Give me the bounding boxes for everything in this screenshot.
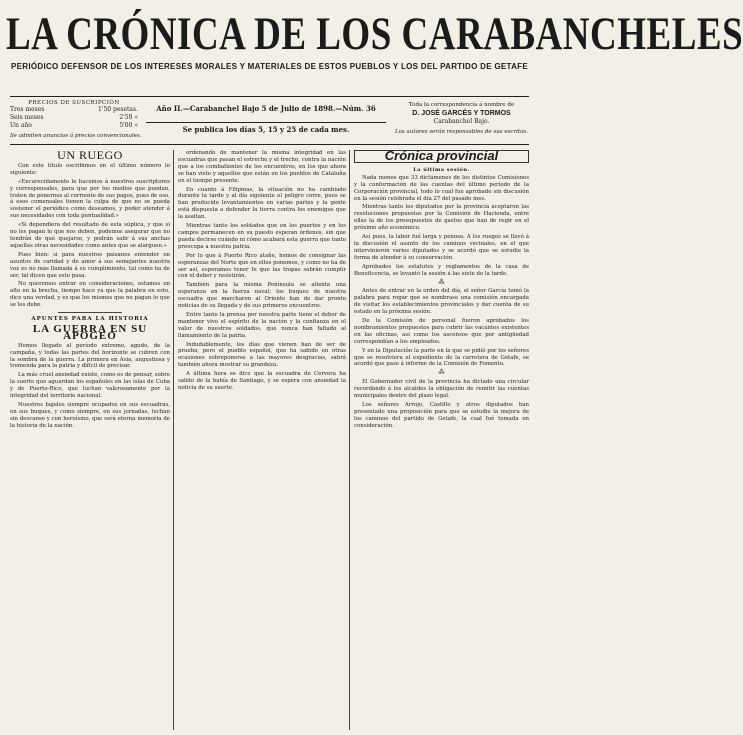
paragraph: A última hora se dice que la escuadra de Cervera ha salido de la bahía de Santiago, y se espera con ansiedad la noticia de su suerte.: [178, 371, 346, 391]
editor-place: Carabanchel Bajo.: [433, 118, 490, 125]
masthead: [6, 8, 743, 71]
paragraph: Mientras tanto los diputados por la provincia aceptaron las resoluciones propuestas por la Comisión de Hacienda, entre ellas la de los presupuestos de gastos que han de regir en el próximo año económico.: [354, 204, 529, 232]
prices-heading: PRECIOS DE SUSCRIPCIÓN: [28, 100, 120, 106]
paragraph: Los señores Arrojo, Castillo y otros diputados han presentado una proposición para que se estudie la mejora de los caminos del partido de Getafe, la cual fué tomada en consideración.: [354, 402, 529, 429]
paragraph: De la Comisión de personal fueron aprobados los nombramientos propuestos para cubrir las vacantes existentes en las oficinas, así como los ascensos que por antigüedad correspondían a los empleados.: [354, 318, 529, 345]
price-label: Seis meses: [10, 114, 44, 121]
price-row: [10, 106, 138, 114]
paragraph: Antes de entrar en la orden del día, el señor García tomó la palabra para rogar que se nombrase una comisión encargada de visitar los establecimientos provinciales y dar cuenta de su estado en la próxima sesión.: [354, 288, 529, 316]
paragraph: Pues bien: si para nuestros paisanos entender en asuntos de caridad y de amor á sus semejantes nuestra voz es no más llamada á su cumplimiento, tal como ha de ser, tal dicen que esto pasa.: [10, 251, 170, 279]
paragraph: Mientras tanto los soldados que en los puertos y en los campos permanecen en su puesto esperan órdenes, sin que pueda decirse cuándo ni cómo acabará esta guerra que tanto preocupa a nuestra patria.: [178, 223, 346, 250]
paragraph: Y en la Diputación la parte en la que se pidió por los señores que se resolviera el expediente de la carretera de Getafe, se acordó que pase á informe de la Comisión de Fomento.: [354, 347, 529, 368]
price-value: 2'50 »: [119, 114, 138, 121]
separator: ⁂: [438, 278, 445, 286]
paragraph: Nada menos que 33 dictámenes de los distintos Comisiones y la conformación de las cuentas del último período de la Corporación provincial, todo lo cual fue aprobado sin discusión en la sesión celebrada el día 27 del pasado mes.: [354, 174, 529, 202]
paragraph: Así pues, la labor fué larga y penosa. A los ruegos se llevó á la discusión el asunto de los caminos vecinales, en el que intervinieron varios diputados y se acordó que se estudie la forma de atender á su conservación.: [354, 234, 529, 261]
correspondence-line: Toda la correspondencia á nombre de: [408, 102, 515, 108]
paragraph: ordenando de mantener la misma integridad en las escuadras que pasan el estrecho y el trecho, contra la nación que a los combatientes de los encuentros, en los que ahora se han visto y aquellos que están en los pueblos de Cataluña en el tiempo presente.: [178, 150, 346, 184]
price-value: 1'50 pesetas.: [97, 106, 138, 113]
column-divider: [173, 150, 174, 730]
paragraph: También para la misma Península se alienta una esperanza en la fuerza naval; los buques de nuestra escuadra que marcharon al Oriente han de dar pronto noticias de su llegada y de sus primeros encuentros.: [178, 282, 346, 310]
paragraph: El Gobernador civil de la provincia ha dictado una circular recordando á los alcaldes la obligación de remitir las cuentas municipales dentro del plazo legal.: [354, 379, 529, 400]
paragraph: Con este título escribimos en el último número lo siguiente:: [10, 162, 170, 176]
column-3: [354, 150, 529, 730]
paragraph: Hemos llegado al período extremo, agudo, de la campaña, y todas las partes del horizonte se cubren con la sombra de la guerra. La primera en Asia, angustiosa y tremenda para la patria y difícil de precisar.: [10, 342, 170, 370]
header-rule-top: [10, 96, 529, 97]
issue-line: Año II.—Carabanchel Bajo 5 de Julio de 1898.—Núm. 36: [156, 104, 376, 113]
article-subheading: La última sesión.: [413, 166, 470, 173]
paragraph: Nuestros bajeles siempre ocupados en sus escuadras, en sus buques, y como siempre, en sus jornadas, luchan sin descanso y con heroísmo, que será eterna memoria de la historia de la nación.: [10, 402, 170, 429]
authors-note: Los autores serán responsables de sus escritos.: [395, 129, 528, 135]
subscription-prices: [10, 100, 142, 139]
paragraph: Aprobados los estatutos y reglamentos de la casa de Beneficencia, se levantó la sesión á las siete de la tarde.: [354, 263, 529, 277]
article-heading-ruego: UN RUEGO: [57, 148, 123, 162]
header-rule-bottom: [10, 144, 529, 145]
paragraph: En cuanto á Filipinas, la situación no ha cambiado durante la tarde y al día siguiente el peligro corre, pues se han producido levantamientos en varias partes y la gente está dispuesta a defender la tierra contra los enemigos que la asaltan.: [178, 186, 346, 221]
info-bar: [10, 100, 529, 140]
article-heading-cronica: Crónica provincial: [354, 150, 529, 163]
price-row: [10, 114, 138, 122]
price-row: [10, 122, 138, 130]
publication-schedule: Se publica los días 5, 15 y 25 de cada mes.: [146, 122, 386, 134]
column-divider: [349, 150, 350, 730]
separator: ⁂: [438, 369, 445, 377]
ads-note: Se admiten anuncios á precios convencionales.: [10, 133, 142, 139]
newspaper-title: LA CRÓNICA DE LOS CARABANCHELES: [6, 8, 743, 60]
paragraph: «Encarecidamente le hacemos á nuestros suscriptores y corresponsales, para que por los medios que puedan, traten de ponernos al corriente de sus pagos, pues de eso, á esos comensales tienen la culpa de que no se pueda sostener el periódico como deseamos, y poder atender á sus necesidades con toda puntualidad.»: [10, 178, 171, 220]
section-label: APUNTES PARA LA HISTORIA: [31, 316, 149, 323]
price-value: 5'00 »: [119, 122, 138, 129]
article-heading-guerra: LA GUERRA EN SU APOGEO: [32, 322, 148, 342]
paragraph: La más cruel ansiedad existe, como es de pensar, sobre la suerte que aguardan los españoles en las islas de Cuba y de Puerto-Rico, que luchan valerosamente por la integridad del territorio nacional.: [10, 372, 170, 400]
paragraph: «Si dependiera del resultado de esta súplica, y que si no les pagan lo que nos deben, podemos asegurar que no tendrán de qué quejarse, y podrán salir á sus anchas aquellas otras necesidades como antes que se alarguen.»: [10, 222, 170, 249]
correspondence-info: [394, 102, 529, 135]
section-rule: [58, 312, 122, 313]
price-label: Un año: [10, 122, 32, 129]
issue-info: [146, 104, 386, 134]
paragraph: Entre tanto la prensa por nuestra parte tiene el deber de mantener vivo el espíritu de la nación y la confianza en el valor de nuestros soldados, que nunca han faltado al llamamiento de la patria.: [178, 311, 346, 339]
price-label: Tres meses: [10, 106, 45, 113]
paragraph: Indudablemente, los días que vienen han de ser de prueba, pero el pueblo español, que ha sabido en otras ocasiones sobreponerse a las mayores desgracias, sabrá también ahora mostrar su grandeza.: [178, 341, 346, 369]
column-2: [178, 150, 346, 730]
paragraph: Por lo que á Puerto Rico atañe, hemos de consignar las esperanzas del Norte que en ellos ponemos, y como no ha de ser así, esperamos tener fe que las tropas sabrán cumplir con el deber y resistirán.: [178, 252, 346, 280]
editor-name: D. JOSÉ GARCÉS Y TORMOS: [412, 110, 511, 117]
column-1: [10, 150, 170, 730]
paragraph: No queremos entrar en consideraciones, estamos en alto en la brecha, tiempo hace ya que la palabra en esto, dice una verdad, y es que los mismos que no pagan lo que se les debe.: [10, 281, 170, 309]
newspaper-subtitle: PERIÓDICO DEFENSOR DE LOS INTERESES MORALES Y MATERIALES DE ESTOS PUEBLOS Y LOS DEL PARTIDO DE GETAFE: [10, 62, 529, 71]
